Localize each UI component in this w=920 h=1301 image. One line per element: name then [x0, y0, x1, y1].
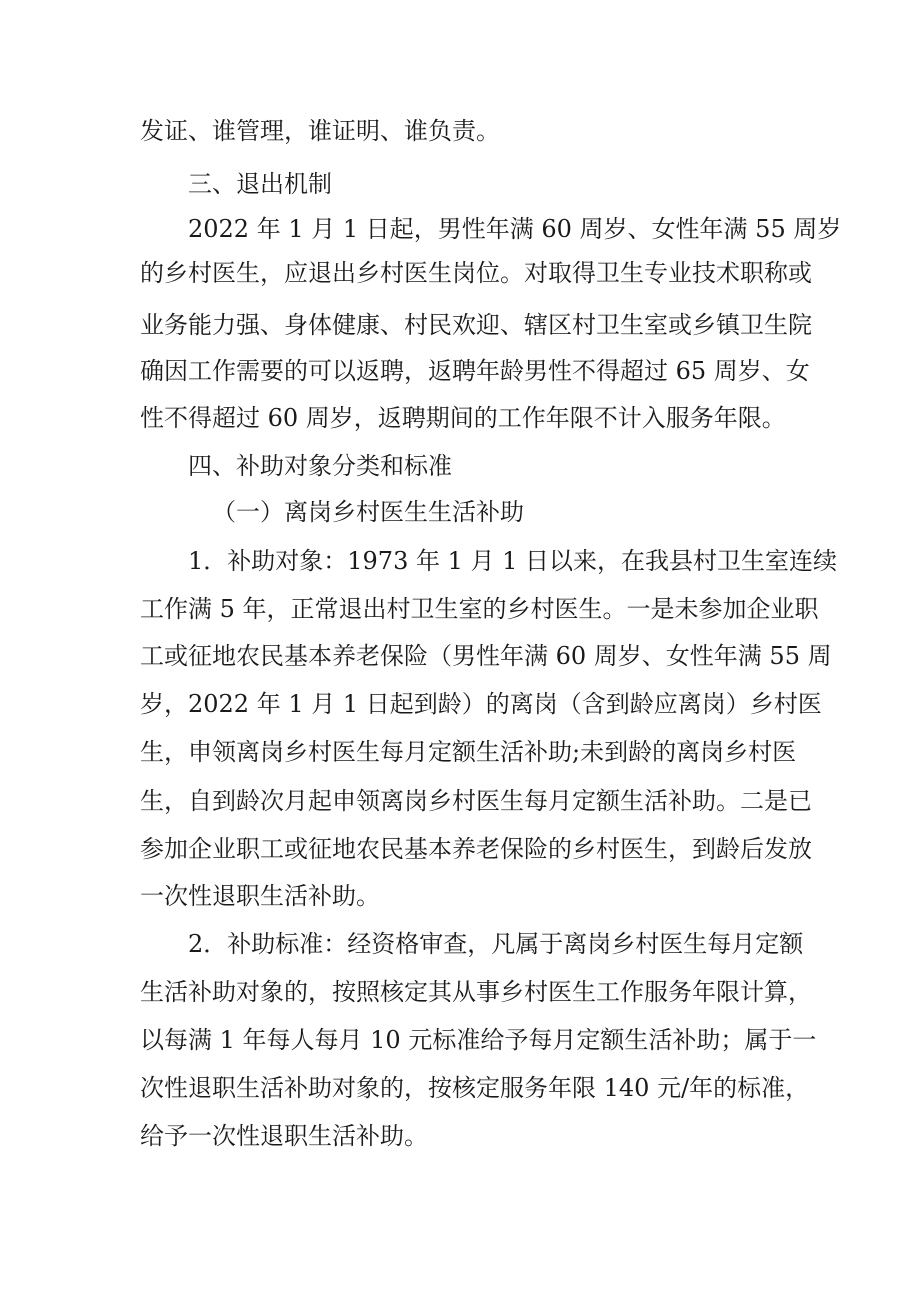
text-line: 生活补助对象的，按照核定其从事乡村医生工作服务年限计算， [140, 978, 812, 1006]
text-line: 确因工作需要的可以返聘，返聘年龄男性不得超过 65 周岁、女 [140, 357, 810, 385]
text-line: 生，申领离岗乡村医生每月定额生活补助;未到龄的离岗乡村医 [140, 738, 797, 766]
text-line: 业务能力强、身体健康、村民欢迎、辖区村卫生室或乡镇卫生院 [140, 311, 812, 339]
text-line: 性不得超过 60 周岁，返聘期间的工作年限不计入服务年限。 [140, 404, 786, 432]
text-line: 以每满 1 年每人每月 10 元标准给予每月定额生活补助；属于一 [140, 1026, 817, 1054]
text-line: 的乡村医生，应退出乡村医生岗位。对取得卫生专业技术职称或 [140, 259, 812, 287]
text-line: 生，自到龄次月起申领离岗乡村医生每月定额生活补助。二是已 [140, 787, 812, 815]
section-heading: 四、补助对象分类和标准 [188, 452, 452, 480]
text-line: 参加企业职工或征地农民基本养老保险的乡村医生，到龄后发放 [140, 835, 812, 863]
text-line: 2．补助标准：经资格审查，凡属于离岗乡村医生每月定额 [188, 930, 804, 958]
text-line: 2022 年 1 月 1 日起，男性年满 60 周岁、女性年满 55 周岁 [188, 215, 842, 243]
text-line: 发证、谁管理，谁证明、谁负责。 [140, 117, 500, 145]
subsection-heading: （一）离岗乡村医生生活补助 [212, 498, 524, 526]
section-heading: 三、退出机制 [188, 170, 332, 198]
text-line: 工作满 5 年，正常退出村卫生室的乡村医生。一是未参加企业职 [140, 595, 819, 623]
text-line: 岁，2022 年 1 月 1 日起到龄）的离岗（含到龄应离岗）乡村医 [140, 690, 822, 718]
text-line: 次性退职生活补助对象的，按核定服务年限 140 元/年的标准， [140, 1074, 810, 1102]
text-line: 给予一次性退职生活补助。 [140, 1122, 428, 1150]
text-line: 1．补助对象：1973 年 1 月 1 日以来，在我县村卫生室连续 [188, 547, 838, 575]
text-line: 一次性退职生活补助。 [140, 882, 380, 910]
text-line: 工或征地农民基本养老保险（男性年满 60 周岁、女性年满 55 周 [140, 642, 832, 670]
